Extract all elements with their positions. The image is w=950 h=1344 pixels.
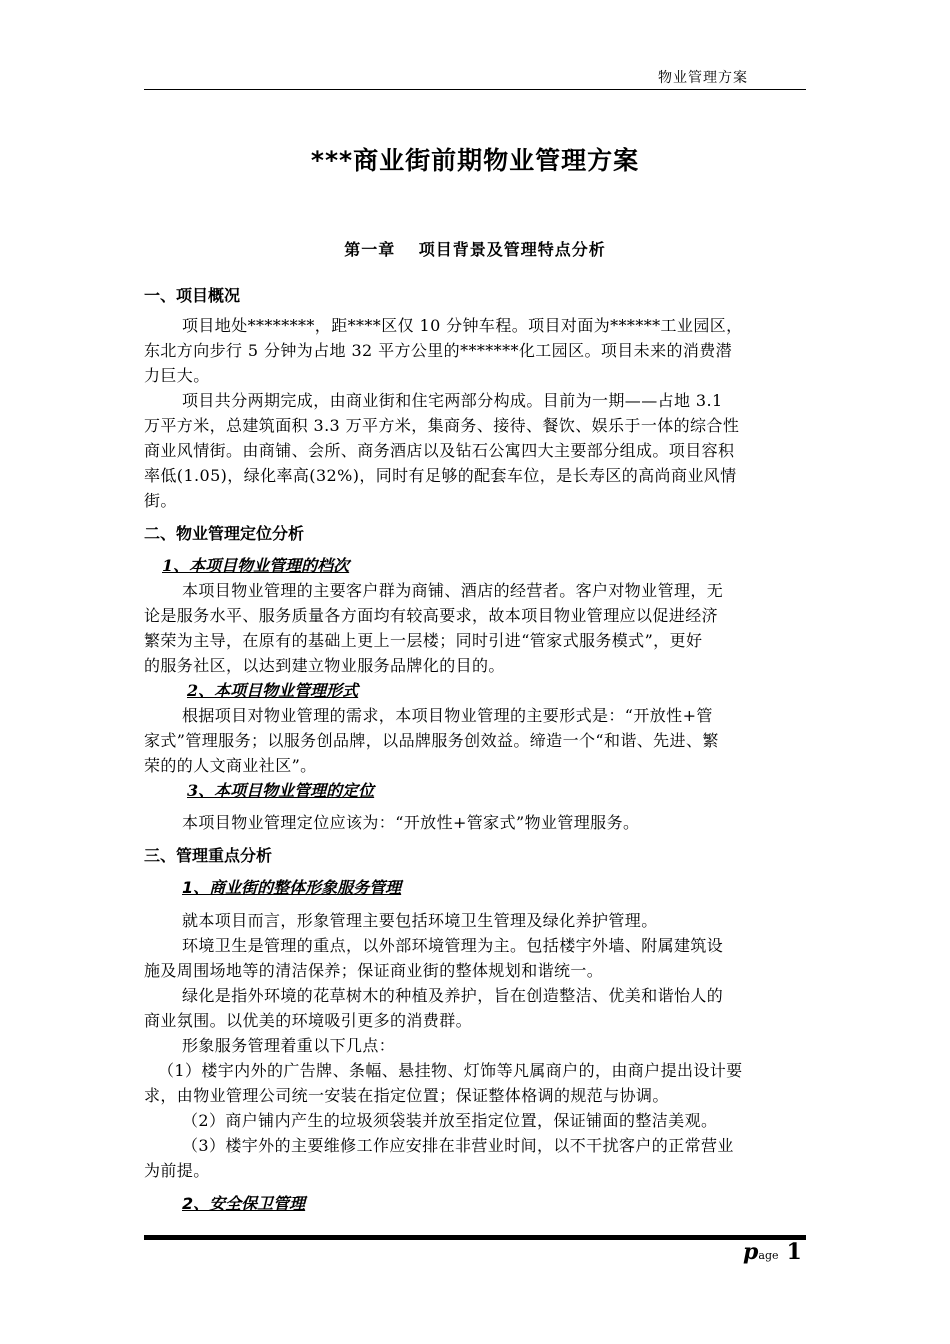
paragraph-line: （3）楼宇外的主要维修工作应安排在非营业时间，以不干扰客户的正常营业 [182, 1136, 734, 1155]
page-number [743, 1239, 813, 1269]
paragraph-line: 荣的的人文商业社区”。 [144, 756, 317, 775]
paragraph-line: 繁荣为主导，在原有的基础上更上一层楼；同时引进“管家式服务模式”，更好 [144, 631, 703, 650]
paragraph-line: 家式”管理服务；以服务创品牌，以品牌服务创效益。缔造一个“和谐、先进、繁 [144, 731, 719, 750]
subsection-heading: 3、本项目物业管理的定位 [187, 781, 375, 800]
paragraph-line: 环境卫生是管理的重点，以外部环境管理为主。包括楼宇外墙、附属建筑设 [182, 936, 724, 955]
paragraph-line: 绿化是指外环境的花草树木的种植及养护，旨在创造整洁、优美和谐怡人的 [182, 986, 724, 1005]
paragraph-line: 力巨大。 [144, 366, 210, 385]
subsection-heading: 2、本项目物业管理形式 [187, 681, 359, 700]
subsection-heading: 1、本项目物业管理的档次 [162, 556, 350, 575]
paragraph-line: 求，由物业管理公司统一安装在指定位置；保证整体格调的规范与协调。 [144, 1086, 669, 1105]
subsection-heading: 2、安全保卫管理 [182, 1194, 306, 1213]
paragraph-line: 为前提。 [144, 1161, 210, 1180]
footer-rule [144, 1235, 806, 1240]
paragraph-line: 率低(1.05)，绿化率高(32%)，同时有足够的配套车位，是长寿区的高尚商业风情 [144, 466, 737, 485]
section-heading: 一、项目概况 [144, 286, 241, 305]
paragraph-line: 街。 [144, 491, 177, 510]
chapter-title: 第一章 项目背景及管理特点分析 [344, 240, 606, 259]
paragraph-line: 施及周围场地等的清洁保养；保证商业街的整体规划和谐统一。 [144, 961, 604, 980]
header-rule [144, 89, 806, 90]
page-label-p: p [743, 1239, 759, 1265]
page-number-value: 1 [786, 1239, 802, 1265]
paragraph-line: 商业氛围。以优美的环境吸引更多的消费群。 [144, 1011, 473, 1030]
section-heading: 二、物业管理定位分析 [144, 524, 305, 543]
paragraph-line: 项目共分两期完成，由商业街和住宅两部分构成。目前为一期——占地 3.1 [182, 391, 723, 410]
paragraph-line: （2）商户铺内产生的垃圾须袋装并放至指定位置，保证铺面的整洁美观。 [182, 1111, 718, 1130]
paragraph-line: 本项目物业管理定位应该为：“开放性+管家式”物业管理服务。 [182, 813, 640, 832]
paragraph-line: 论是服务水平、服务质量各方面均有较高要求，故本项目物业管理应以促进经济 [144, 606, 719, 625]
paragraph-line: 本项目物业管理的主要客户群为商铺、酒店的经营者。客户对物业管理，无 [182, 581, 724, 600]
document-title: ***商业街前期物业管理方案 [310, 146, 640, 175]
paragraph-line: （1）楼宇内外的广告牌、条幅、悬挂物、灯饰等凡属商户的，由商户提出设计要 [158, 1061, 743, 1080]
paragraph-line: 的服务社区，以达到建立物业服务品牌化的目的。 [144, 656, 505, 675]
paragraph-line: 就本项目而言，形象管理主要包括环境卫生管理及绿化养护管理。 [182, 911, 658, 930]
running-header: 物业管理方案 [658, 70, 748, 86]
paragraph-line: 项目地处********，距****区仅 10 分钟车程。项目对面为******工业园区， [182, 316, 743, 335]
paragraph-line: 商业风情街。由商铺、会所、商务酒店以及钻石公寓四大主要部分组成。项目容积 [144, 441, 735, 460]
paragraph-line: 根据项目对物业管理的需求，本项目物业管理的主要形式是：“开放性+管 [182, 706, 713, 725]
paragraph-line: 万平方米，总建筑面积 3.3 万平方米，集商务、接待、餐饮、娱乐于一体的综合性 [144, 416, 740, 435]
page-label-age: age [758, 1249, 779, 1262]
section-heading: 三、管理重点分析 [144, 846, 273, 865]
paragraph-line: 东北方向步行 5 分钟为占地 32 平方公里的*******化工园区。项目未来的消费潜 [144, 341, 733, 360]
paragraph-line: 形象服务管理着重以下几点： [182, 1036, 396, 1055]
subsection-heading: 1、商业街的整体形象服务管理 [182, 878, 402, 897]
